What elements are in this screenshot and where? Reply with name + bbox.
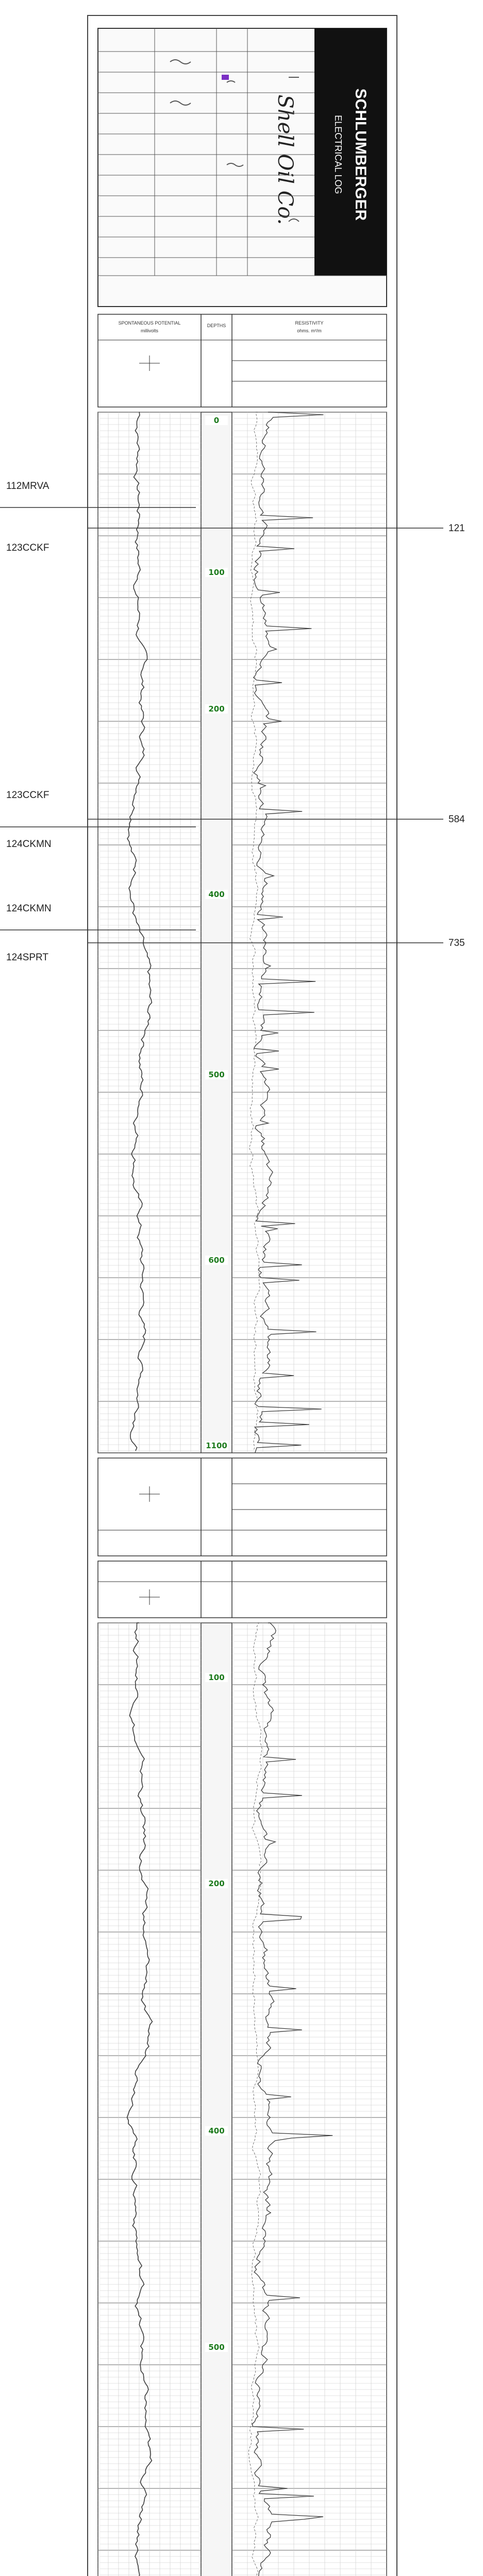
banner-text: SCHLUMBERGER — [352, 88, 369, 221]
formation-depth-label: 584 — [448, 814, 465, 825]
depth-label: 400 — [208, 890, 225, 899]
formation-depth-label: 735 — [448, 938, 465, 948]
heading-banner — [314, 28, 387, 276]
banner-subtitle: ELECTRICAL LOG — [333, 115, 343, 194]
depth-label: 400 — [208, 2126, 225, 2136]
depth-label: 200 — [208, 1879, 225, 1888]
formation-depth-label: 121 — [448, 523, 465, 534]
company-script: Shell Oil Co. — [273, 94, 297, 225]
depth-track — [201, 1623, 232, 2576]
log-heading — [98, 28, 387, 307]
depth-label: 100 — [208, 1673, 225, 1682]
depth-label: 600 — [208, 1256, 225, 1265]
resistivity-title: RESISTIVITY — [295, 320, 324, 326]
formation-top-label: 112MRVA — [6, 481, 49, 492]
formation-top-label: 124CKMN — [6, 903, 52, 914]
section1-header — [98, 314, 387, 407]
depth-label: 500 — [208, 2343, 225, 2352]
depth-label: 1100 — [206, 1441, 227, 1450]
section2-column-header — [98, 1561, 387, 1618]
formation-top-label: 123CCKF — [6, 790, 49, 801]
depth-label: 0 — [213, 416, 220, 425]
section2-header — [98, 1458, 387, 1556]
depth-label: 200 — [208, 704, 225, 714]
sp-units: millivolts — [140, 328, 159, 333]
depth-label: 100 — [208, 568, 225, 577]
formation-top-label: 124SPRT — [6, 952, 49, 963]
formation-top-label: 124CKMN — [6, 839, 52, 850]
depth-label: 500 — [208, 1070, 225, 1079]
formation-top-label: 123CCKF — [6, 543, 49, 553]
sp-title: SPONTANEOUS POTENTIAL — [118, 320, 181, 326]
depths-title: DEPTHS — [207, 323, 226, 328]
resistivity-units: ohms. m²/m — [297, 328, 322, 333]
